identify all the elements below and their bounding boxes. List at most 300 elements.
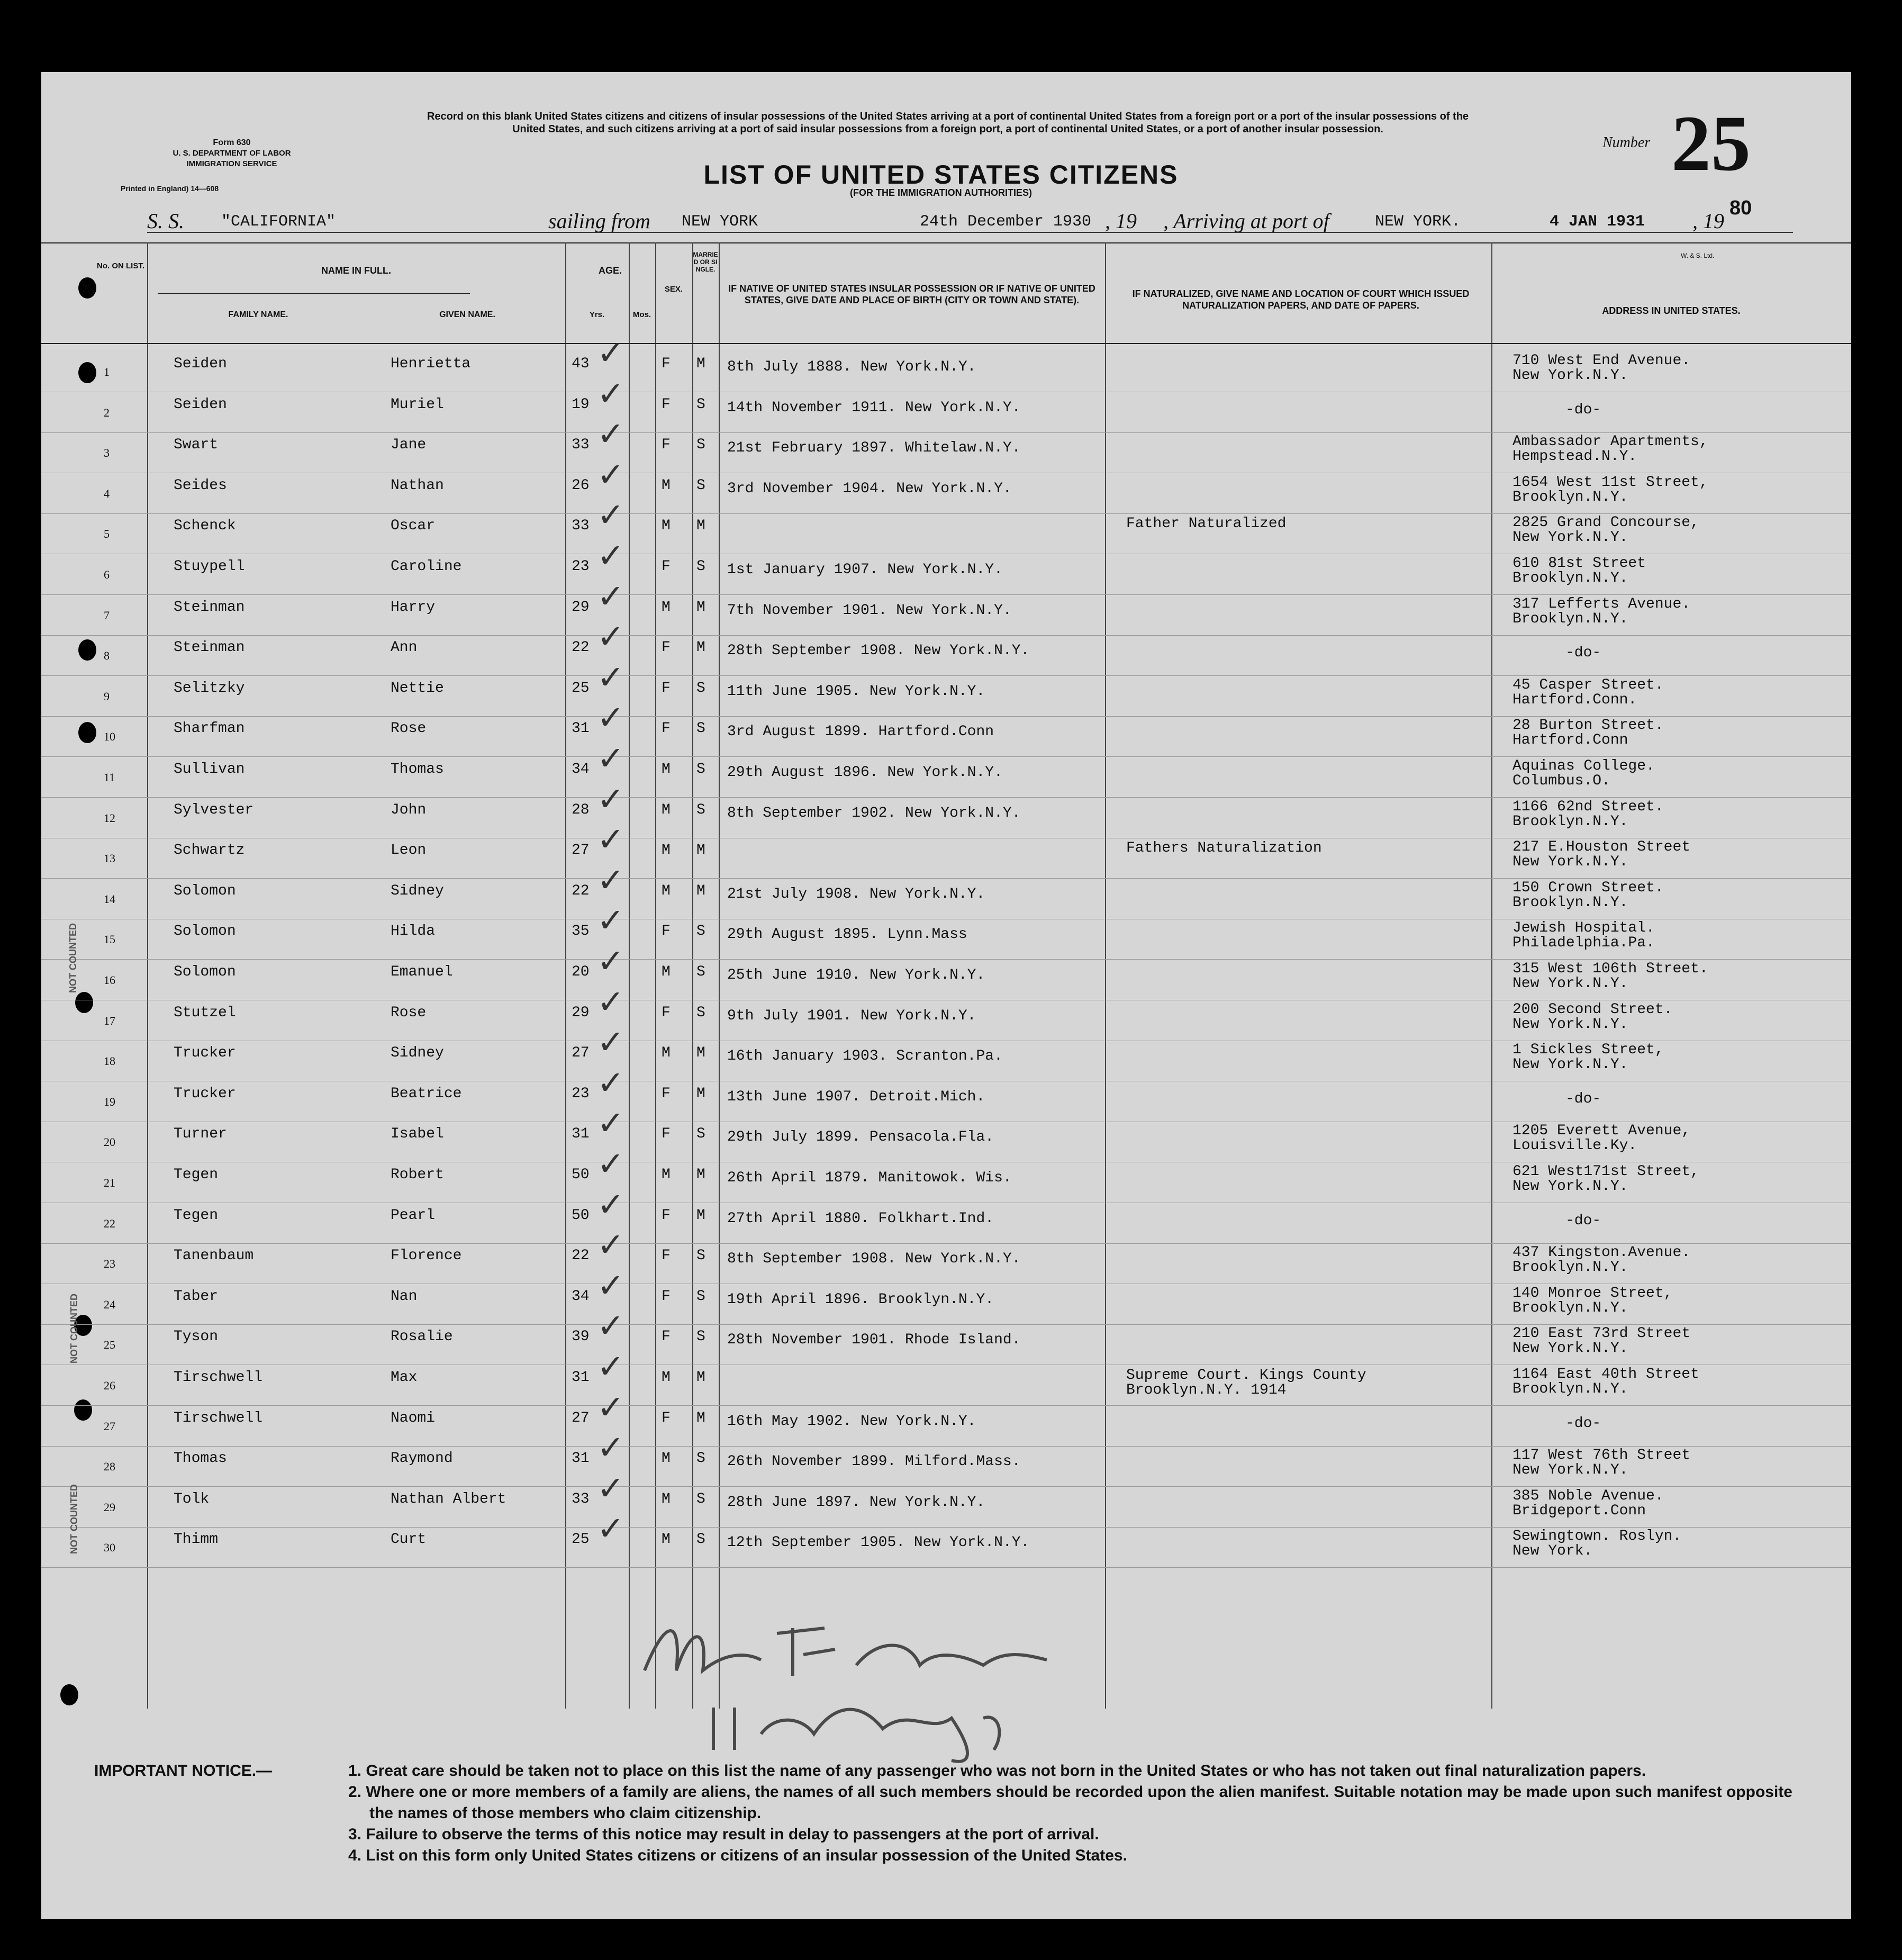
address-line2: Columbus.O. xyxy=(1512,773,1610,789)
birth-date-place: 16th May 1902. New York.N.Y. xyxy=(727,1413,976,1430)
given-name: Sidney xyxy=(391,1045,444,1062)
inspector-signature xyxy=(634,1596,1110,1766)
marital-status: S xyxy=(696,801,705,818)
address-line1: 2825 Grand Concourse, xyxy=(1512,514,1699,531)
no: 19 xyxy=(104,1095,115,1108)
address-line2: Hartford.Conn xyxy=(1512,732,1628,749)
given-name: Raymond xyxy=(391,1450,453,1467)
list-number: 25 xyxy=(1671,100,1751,187)
check-mark-icon: ✓ xyxy=(597,455,624,494)
address-line1: 1 Sickles Street, xyxy=(1512,1042,1664,1059)
page-subtitle: (FOR THE IMMIGRATION AUTHORITIES) xyxy=(850,187,1032,198)
department: U. S. DEPARTMENT OF LABOR xyxy=(173,149,291,158)
family-name: Thimm xyxy=(174,1531,219,1548)
age-years: 34 xyxy=(572,761,590,778)
family-name: Tegen xyxy=(174,1167,219,1183)
given-name: Pearl xyxy=(391,1207,436,1224)
family-name: Seiden xyxy=(174,396,227,413)
given-name: Jane xyxy=(391,437,427,454)
address-line1: 1166 62nd Street. xyxy=(1512,798,1664,815)
voyage-underline xyxy=(147,232,1793,233)
no: 3 xyxy=(104,446,110,460)
age-years: 25 xyxy=(572,1531,590,1548)
check-mark-icon: ✓ xyxy=(597,1023,624,1062)
check-mark-icon: ✓ xyxy=(597,333,624,372)
address-line1: Sewingtown. Roslyn. xyxy=(1512,1528,1682,1545)
sex: M xyxy=(662,801,671,818)
birth-date-place: 27th April 1880. Folkhart.Ind. xyxy=(727,1210,994,1227)
printer-mark: W. & S. Ltd. xyxy=(1681,252,1715,259)
ship-name: "CALIFORNIA" xyxy=(221,213,336,231)
marital-status: S xyxy=(696,437,705,454)
address-line1: 117 West 76th Street xyxy=(1512,1447,1691,1464)
age-years: 31 xyxy=(572,720,590,737)
age-years: 19 xyxy=(572,396,590,413)
age-years: 33 xyxy=(572,518,590,535)
marital-status: S xyxy=(696,1329,705,1345)
check-mark-icon: ✓ xyxy=(597,1306,624,1345)
given-name: Naomi xyxy=(391,1410,436,1426)
no: 1 xyxy=(104,365,110,378)
ship-prefix: S. S. xyxy=(147,209,184,233)
check-mark-icon: ✓ xyxy=(597,617,624,656)
not-counted-stamp: NOT COUNTED xyxy=(69,1294,79,1363)
birth-date-place: 26th November 1899. Milford.Mass. xyxy=(727,1453,1021,1470)
age-years: 35 xyxy=(572,923,590,940)
marital-status: S xyxy=(696,396,705,413)
age-years: 33 xyxy=(572,437,590,454)
address-line2: New York.N.Y. xyxy=(1512,529,1628,546)
given-name: Rosalie xyxy=(391,1329,453,1345)
col-head-married: MARRIED OR SINGLE. xyxy=(693,251,718,273)
birth-date-place: 12th September 1905. New York.N.Y. xyxy=(727,1534,1030,1551)
given-name: Nathan Albert xyxy=(391,1491,506,1507)
no: 10 xyxy=(104,730,115,744)
check-mark-icon: ✓ xyxy=(597,374,624,413)
sex: M xyxy=(662,882,671,899)
address-line1: -do- xyxy=(1565,1212,1601,1229)
given-name: Leon xyxy=(391,842,427,859)
marital-status: S xyxy=(696,1004,705,1021)
marital-status: M xyxy=(696,1207,705,1224)
age-years: 50 xyxy=(572,1167,590,1183)
form-number: Form 630 xyxy=(213,138,251,147)
birth-date-place: 1st January 1907. New York.N.Y. xyxy=(727,562,1003,578)
name-subhead-rule xyxy=(158,293,470,294)
family-name: Sylvester xyxy=(174,801,254,818)
check-mark-icon: ✓ xyxy=(597,1185,624,1224)
address-line2: New York.N.Y. xyxy=(1512,1462,1628,1479)
table-row xyxy=(41,414,1851,473)
no: 17 xyxy=(104,1014,115,1027)
address-line2: New York.N.Y. xyxy=(1512,1016,1628,1033)
address-line1: -do- xyxy=(1565,401,1601,418)
check-mark-icon: ✓ xyxy=(597,1428,624,1467)
age-years: 43 xyxy=(572,356,590,372)
arrival-year-prefix: , 19 xyxy=(1692,209,1724,233)
address-line1: Aquinas College. xyxy=(1512,758,1655,774)
given-name: Sidney xyxy=(391,882,444,899)
address-line2: New York.N.Y. xyxy=(1512,976,1628,992)
family-name: Taber xyxy=(174,1288,219,1305)
check-mark-icon: ✓ xyxy=(597,1104,624,1143)
marital-status: S xyxy=(696,720,705,737)
address-line1: Jewish Hospital. xyxy=(1512,920,1655,937)
sex: M xyxy=(662,761,671,778)
marital-status: M xyxy=(696,1410,705,1426)
punch-hole xyxy=(78,277,96,299)
age-years: 39 xyxy=(572,1329,590,1345)
check-mark-icon: ✓ xyxy=(597,495,624,535)
no: 28 xyxy=(104,1460,115,1474)
col-head-name: NAME IN FULL. xyxy=(321,265,391,276)
check-mark-icon: ✓ xyxy=(597,1266,624,1305)
col-head-no: No. ON LIST. xyxy=(97,261,144,270)
given-name: Rose xyxy=(391,1004,427,1021)
sex: F xyxy=(662,639,671,656)
table-row xyxy=(41,657,1851,717)
check-mark-icon: ✓ xyxy=(597,1509,624,1548)
no: 5 xyxy=(104,527,110,541)
check-mark-icon: ✓ xyxy=(597,1347,624,1386)
sex: M xyxy=(662,518,671,535)
given-name: Caroline xyxy=(391,558,462,575)
table-row xyxy=(41,1023,1851,1081)
family-name: Trucker xyxy=(174,1045,236,1062)
address-line2: Brooklyn.N.Y. xyxy=(1512,1381,1628,1397)
age-years: 22 xyxy=(572,639,590,656)
notice-item: 3. Failure to observe the terms of this notice may result in delay to passengers at the port of arrival. xyxy=(348,1826,1099,1843)
age-years: 27 xyxy=(572,1410,590,1426)
page-mark: 80 xyxy=(1729,197,1752,219)
no: 16 xyxy=(104,973,115,987)
table-row xyxy=(41,333,1851,392)
address-line2: New York.N.Y. xyxy=(1512,1056,1628,1073)
given-name: Beatrice xyxy=(391,1085,462,1102)
family-name: Steinman xyxy=(174,599,245,616)
age-years: 23 xyxy=(572,1085,590,1102)
address-line2: Brooklyn.N.Y. xyxy=(1512,610,1628,627)
family-name: Seiden xyxy=(174,356,227,372)
address-line2: Brooklyn.N.Y. xyxy=(1512,570,1628,586)
age-years: 22 xyxy=(572,1248,590,1264)
given-name: Max xyxy=(391,1369,418,1386)
birth-date-place: 29th August 1895. Lynn.Mass xyxy=(727,926,967,943)
col-head-given: GIVEN NAME. xyxy=(439,310,495,319)
table-row xyxy=(41,1104,1851,1162)
no: 24 xyxy=(104,1297,115,1311)
address-line1: -do- xyxy=(1565,645,1601,662)
birth-date-place: 8th July 1888. New York.N.Y. xyxy=(727,359,976,375)
sex: F xyxy=(662,1288,671,1305)
check-mark-icon: ✓ xyxy=(597,982,624,1021)
marital-status: S xyxy=(696,1126,705,1143)
table-row xyxy=(41,1225,1851,1284)
family-name: Solomon xyxy=(174,964,236,980)
given-name: Emanuel xyxy=(391,964,453,980)
no: 14 xyxy=(104,892,115,906)
given-name: Muriel xyxy=(391,396,444,413)
sex: M xyxy=(662,1491,671,1507)
family-name: Trucker xyxy=(174,1085,236,1102)
address-line1: 217 E.Houston Street xyxy=(1512,839,1691,856)
address-line2: Brooklyn.N.Y. xyxy=(1512,894,1628,911)
sex: F xyxy=(662,1004,671,1021)
check-mark-icon: ✓ xyxy=(597,1387,624,1426)
family-name: Tegen xyxy=(174,1207,219,1224)
family-name: Thomas xyxy=(174,1450,227,1467)
family-name: Tanenbaum xyxy=(174,1248,254,1264)
notice-item: 1. Great care should be taken not to place on this list the name of any passenger who was not born in the United States or who has not taken out final naturalization papers. xyxy=(348,1762,1646,1780)
naturalization-line2: Brooklyn.N.Y. 1914 xyxy=(1126,1382,1287,1398)
family-name: Tyson xyxy=(174,1329,219,1345)
check-mark-icon: ✓ xyxy=(597,698,624,737)
birth-date-place: 13th June 1907. Detroit.Mich. xyxy=(727,1088,985,1105)
col-head-mos: Mos. xyxy=(632,310,651,319)
address-line2: Bridgeport.Conn xyxy=(1512,1502,1646,1519)
check-mark-icon: ✓ xyxy=(597,1144,624,1183)
naturalization: Supreme Court. Kings County xyxy=(1126,1367,1366,1384)
sex: F xyxy=(662,680,671,697)
family-name: Stuypell xyxy=(174,558,245,575)
service: IMMIGRATION SERVICE xyxy=(186,159,277,168)
given-name: Ann xyxy=(391,639,418,656)
marital-status: M xyxy=(696,882,705,899)
marital-status: S xyxy=(696,964,705,980)
naturalization: Fathers Naturalization xyxy=(1126,840,1322,857)
address-line1: 1164 East 40th Street xyxy=(1512,1366,1699,1383)
address-line2: New York.N.Y. xyxy=(1512,1340,1628,1357)
marital-status: M xyxy=(696,518,705,535)
sex: M xyxy=(662,1369,671,1386)
address-line2: Louisville.Ky. xyxy=(1512,1137,1637,1154)
birth-date-place: 21st July 1908. New York.N.Y. xyxy=(727,886,985,902)
birth-date-place: 29th August 1896. New York.N.Y. xyxy=(727,764,1003,781)
family-name: Sharfman xyxy=(174,720,245,737)
sex: M xyxy=(662,964,671,980)
marital-status: M xyxy=(696,842,705,859)
birth-date-place: 28th September 1908. New York.N.Y. xyxy=(727,643,1030,660)
check-mark-icon: ✓ xyxy=(597,779,624,818)
sex: F xyxy=(662,1248,671,1264)
table-row xyxy=(41,536,1851,595)
no: 20 xyxy=(104,1135,115,1149)
sex: M xyxy=(662,1167,671,1183)
given-name: Florence xyxy=(391,1248,462,1264)
address-line2: Brooklyn.N.Y. xyxy=(1512,489,1628,505)
address-line1: 315 West 106th Street. xyxy=(1512,961,1708,977)
no: 29 xyxy=(104,1500,115,1514)
arrival-stamp: 4 JAN 1931 xyxy=(1550,213,1645,231)
no: 13 xyxy=(104,852,115,865)
marital-status: S xyxy=(696,1491,705,1507)
family-name: Swart xyxy=(174,437,219,454)
marital-status: S xyxy=(696,680,705,697)
no: 18 xyxy=(104,1054,115,1068)
birth-date-place: 28th June 1897. New York.N.Y. xyxy=(727,1494,985,1511)
no: 12 xyxy=(104,811,115,825)
family-name: Sullivan xyxy=(174,761,245,778)
year-prefix: , 19 xyxy=(1105,209,1137,233)
check-mark-icon: ✓ xyxy=(597,942,624,980)
age-years: 20 xyxy=(572,964,590,980)
family-name: Selitzky xyxy=(174,680,245,697)
age-years: 22 xyxy=(572,882,590,899)
no: 4 xyxy=(104,486,110,500)
given-name: Nathan xyxy=(391,477,444,494)
marital-status: S xyxy=(696,1288,705,1305)
given-name: Nan xyxy=(391,1288,418,1305)
notice-item: 4. List on this form only United States citizens or citizens of an insular possession of the United States. xyxy=(348,1847,1127,1864)
table-row xyxy=(41,698,1851,757)
birth-date-place: 16th January 1903. Scranton.Pa. xyxy=(727,1048,1003,1065)
sex: F xyxy=(662,1329,671,1345)
family-name: Schenck xyxy=(174,518,236,535)
table-row xyxy=(41,982,1851,1041)
sex: M xyxy=(662,842,671,859)
table-row xyxy=(41,576,1851,636)
given-name: John xyxy=(391,801,427,818)
page-title: LIST OF UNITED STATES CITIZENS xyxy=(703,160,1179,189)
marital-status: S xyxy=(696,1531,705,1548)
check-mark-icon: ✓ xyxy=(597,536,624,575)
age-years: 26 xyxy=(572,477,590,494)
family-name: Turner xyxy=(174,1126,227,1143)
no: 22 xyxy=(104,1216,115,1230)
address-line2: New York.N.Y. xyxy=(1512,1178,1628,1195)
address-line1: Ambassador Apartments, xyxy=(1512,433,1708,450)
family-name: Seides xyxy=(174,477,227,494)
arrival-port: NEW YORK. xyxy=(1375,213,1461,231)
check-mark-icon: ✓ xyxy=(597,1063,624,1102)
check-mark-icon: ✓ xyxy=(597,1225,624,1264)
family-name: Tirschwell xyxy=(174,1410,263,1426)
arriving-label: , Arriving at port of xyxy=(1163,209,1329,233)
naturalization: Father Naturalized xyxy=(1126,516,1287,532)
not-counted-stamp: NOT COUNTED xyxy=(68,923,78,993)
marital-status: M xyxy=(696,639,705,656)
family-name: Solomon xyxy=(174,923,236,940)
address-line1: -do- xyxy=(1565,1090,1601,1107)
birth-date-place: 8th September 1902. New York.N.Y. xyxy=(727,805,1021,821)
no: 21 xyxy=(104,1176,115,1189)
address-line1: 385 Noble Avenue. xyxy=(1512,1487,1664,1504)
birth-date-place: 14th November 1911. New York.N.Y. xyxy=(727,399,1021,416)
no: 2 xyxy=(104,405,110,419)
sex: F xyxy=(662,1126,671,1143)
check-mark-icon: ✓ xyxy=(597,576,624,616)
family-name: Stutzel xyxy=(174,1004,236,1021)
birth-date-place: 8th September 1908. New York.N.Y. xyxy=(727,1251,1021,1268)
check-mark-icon: ✓ xyxy=(597,414,624,454)
address-line1: 140 Monroe Street, xyxy=(1512,1285,1673,1302)
table-row xyxy=(41,1468,1851,1528)
address-line2: New York.N.Y. xyxy=(1512,854,1628,871)
marital-status: M xyxy=(696,599,705,616)
sex: M xyxy=(662,1450,671,1467)
col-head-sex: SEX. xyxy=(664,285,683,294)
sex: F xyxy=(662,437,671,454)
sex: F xyxy=(662,1207,671,1224)
age-years: 23 xyxy=(572,558,590,575)
address-line1: 610 81st Street xyxy=(1512,555,1646,572)
no: 15 xyxy=(104,933,115,946)
marital-status: S xyxy=(696,1248,705,1264)
sex: M xyxy=(662,599,671,616)
age-years: 31 xyxy=(572,1450,590,1467)
col-head-birth: IF NATIVE OF UNITED STATES INSULAR POSSESSION OR IF NATIVE OF UNITED STATES, GIVE DATE AND PLACE OF BIRTH (CITY OR TOWN AND STATE). xyxy=(728,283,1095,305)
sex: F xyxy=(662,356,671,372)
given-name: Robert xyxy=(391,1167,444,1183)
sex: F xyxy=(662,923,671,940)
marital-status: S xyxy=(696,558,705,575)
address-line1: 210 East 73rd Street xyxy=(1512,1325,1691,1342)
address-line2: Brooklyn.N.Y. xyxy=(1512,1259,1628,1276)
col-head-address: ADDRESS IN UNITED STATES. xyxy=(1602,305,1741,316)
form-id-block xyxy=(142,138,322,169)
given-name: Rose xyxy=(391,720,427,737)
check-mark-icon: ✓ xyxy=(597,739,624,778)
address-line1: 150 Crown Street. xyxy=(1512,879,1664,896)
address-line1: 1654 West 11st Street, xyxy=(1512,474,1708,491)
age-years: 33 xyxy=(572,1491,590,1507)
birth-date-place: 29th July 1899. Pensacola.Fla. xyxy=(727,1129,994,1146)
table-row xyxy=(41,1266,1851,1325)
departure-port: NEW YORK xyxy=(682,213,758,231)
age-years: 25 xyxy=(572,680,590,697)
birth-date-place: 7th November 1901. New York.N.Y. xyxy=(727,602,1012,619)
sex: F xyxy=(662,1410,671,1426)
marital-status: S xyxy=(696,923,705,940)
table-row xyxy=(41,374,1851,433)
col-head-yrs: Yrs. xyxy=(589,310,605,319)
address-line1: 28 Burton Street. xyxy=(1512,717,1664,734)
age-years: 31 xyxy=(572,1369,590,1386)
address-line1: 1205 Everett Avenue, xyxy=(1512,1123,1691,1140)
no: 11 xyxy=(104,771,115,784)
table-top-rule xyxy=(41,242,1851,243)
birth-date-place: 9th July 1901. New York.N.Y. xyxy=(727,1007,976,1024)
no: 9 xyxy=(104,689,110,703)
birth-date-place: 28th November 1901. Rhode Island. xyxy=(727,1332,1021,1349)
sex: M xyxy=(662,1531,671,1548)
birth-date-place: 3rd August 1899. Hartford.Conn xyxy=(727,724,994,740)
given-name: Harry xyxy=(391,599,436,616)
marital-status: M xyxy=(696,356,705,372)
address-line1: 45 Casper Street. xyxy=(1512,676,1664,693)
punch-hole xyxy=(60,1684,78,1705)
no: 6 xyxy=(104,568,110,581)
address-line1: 621 West171st Street, xyxy=(1512,1163,1699,1180)
address-line1: 200 Second Street. xyxy=(1512,1001,1673,1018)
check-mark-icon: ✓ xyxy=(597,901,624,940)
sex: F xyxy=(662,558,671,575)
no: 8 xyxy=(104,649,110,663)
header-bottom-rule xyxy=(41,343,1851,344)
birth-date-place: 25th June 1910. New York.N.Y. xyxy=(727,967,985,983)
no: 26 xyxy=(104,1379,115,1392)
marital-status: M xyxy=(696,1167,705,1183)
no: 25 xyxy=(104,1338,115,1352)
given-name: Hilda xyxy=(391,923,436,940)
family-name: Tolk xyxy=(174,1491,210,1507)
address-line2: New York. xyxy=(1512,1543,1593,1560)
no: 27 xyxy=(104,1419,115,1433)
birth-date-place: 19th April 1896. Brooklyn.N.Y. xyxy=(727,1291,994,1308)
family-name: Tirschwell xyxy=(174,1369,263,1386)
address-line1: 317 Lefferts Avenue. xyxy=(1512,595,1691,612)
marital-status: M xyxy=(696,1085,705,1102)
